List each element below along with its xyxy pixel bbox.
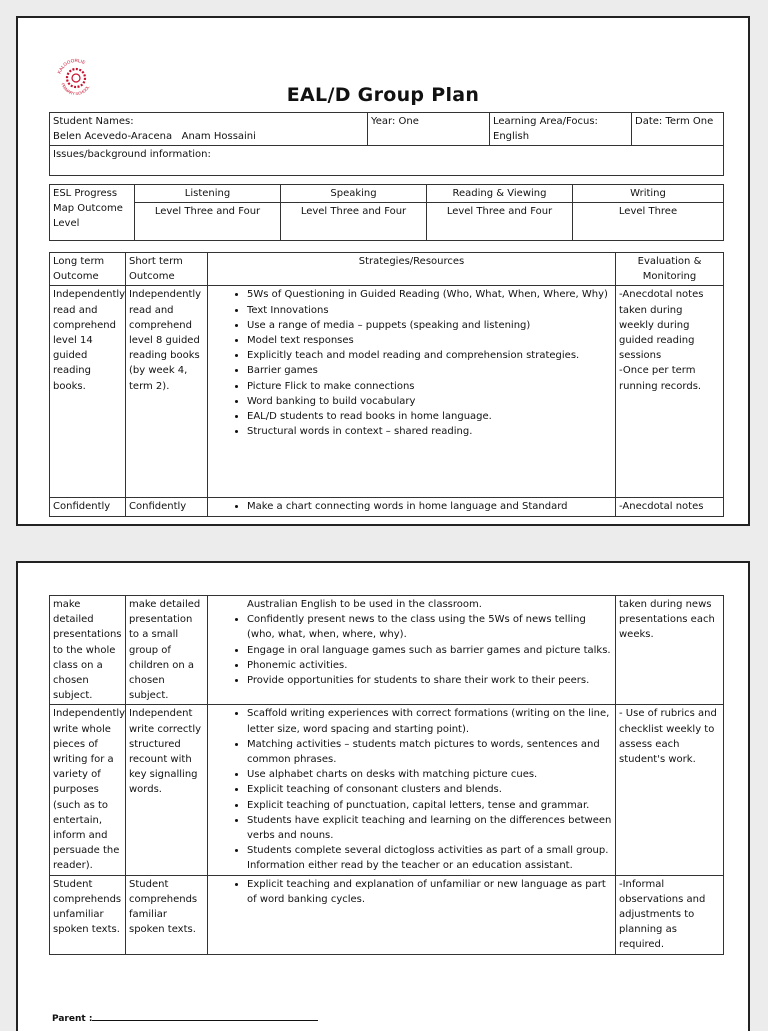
strategy-item: • Explicitly teach and model reading and comprehension strategies.: [247, 348, 612, 363]
speaking-header: Speaking: [281, 185, 427, 203]
svg-text:KALGOORLIE: KALGOORLIE: [56, 57, 87, 75]
strategy-item: • Text Innovations: [247, 303, 612, 318]
reading-viewing-level: Level Three and Four: [427, 203, 573, 241]
long-term-header: Long term Outcome: [50, 253, 126, 286]
reading-long-term-outcome: Independently read and comprehend level 14 guided reading books.: [50, 286, 126, 498]
strategy-item: • Barrier games: [247, 363, 612, 378]
speaking-evaluation: taken during news presentations each weeks.: [616, 596, 724, 705]
strategy-item: • Matching activities – students match pictures to words, sentences and common phrases.: [247, 737, 612, 767]
student-names-cell: [50, 113, 368, 146]
signature-blank: [92, 1013, 318, 1021]
writing-strategies-cell: [208, 705, 616, 875]
strategy-item: • Scaffold writing experiences with correct formations (writing on the line, letter size, word spacing and starting point).: [247, 706, 612, 736]
outcomes-plan-table: [49, 252, 724, 517]
strategy-item: • Confidently present news to the class using the 5Ws of news telling (who, what, when, where, why).: [247, 612, 612, 642]
strategy-item: • Explicit teaching of consonant clusters and blends.: [247, 782, 612, 797]
strategy-item: • Model text responses: [247, 333, 612, 348]
listening-short-term-outcome: Student comprehends familiar spoken texts.: [126, 875, 208, 954]
listening-header: Listening: [135, 185, 281, 203]
outcomes-plan-table-continued: [49, 595, 724, 955]
strategy-item: • EAL/D students to read books in home language.: [247, 409, 612, 424]
evaluation-header: Evaluation & Monitoring: [616, 253, 724, 286]
parent-label: Parent :: [52, 1014, 93, 1024]
parent-signature-line: [52, 1013, 318, 1024]
reading-evaluation: -Anecdotal notes taken during weekly during guided reading sessions -Once per term running records.: [616, 286, 724, 498]
writing-evaluation: - Use of rubrics and checklist weekly to assess each student's work.: [616, 705, 724, 875]
date-cell: Date: Term One: [632, 113, 724, 146]
page-title: EAL/D Group Plan: [286, 84, 480, 106]
svg-text:PRIMARY SCHOOL: PRIMARY SCHOOL: [60, 82, 91, 97]
speaking-long-term-outcome-start: Confidently: [50, 498, 126, 516]
listening-long-term-outcome: Student comprehends unfamiliar spoken texts.: [50, 875, 126, 954]
writing-header: Writing: [573, 185, 724, 203]
strategy-item: • Engage in oral language games such as barrier games and picture talks.: [247, 643, 612, 658]
issues-cell: Issues/background information:: [50, 146, 724, 176]
speaking-level: Level Three and Four: [281, 203, 427, 241]
speaking-strategies-cell: [208, 596, 616, 705]
listening-strategies-cell: [208, 875, 616, 954]
year-cell: Year: One: [368, 113, 490, 146]
strategy-item: • Provide opportunities for students to share their work to their peers.: [247, 673, 612, 688]
reading-strategies-list: [211, 287, 612, 439]
strategy-item: • Use a range of media – puppets (speaking and listening): [247, 318, 612, 333]
strategy-item: • Students have explicit teaching and learning on the differences between verbs and nouns.: [247, 813, 612, 843]
speaking-long-term-outcome: make detailed presentations to the whole class on a chosen subject.: [50, 596, 126, 705]
strategy-item: • Word banking to build vocabulary: [247, 394, 612, 409]
reading-strategies-cell: [208, 286, 616, 498]
strategy-continuation: Australian English to be used in the classroom.: [247, 599, 482, 610]
speaking-short-term-outcome: make detailed presentation to a small group of children on a chosen subject.: [126, 596, 208, 705]
strategies-header: Strategies/Resources: [208, 253, 616, 286]
listening-level: Level Three and Four: [135, 203, 281, 241]
document-page-2: [16, 561, 750, 1031]
reading-short-term-outcome: Independently read and comprehend level 8 guided reading books (by week 4, term 2).: [126, 286, 208, 498]
speaking-short-term-outcome-start: Confidently: [126, 498, 208, 516]
strategy-item: • Structural words in context – shared reading.: [247, 424, 612, 439]
document-page-1: [16, 16, 750, 526]
short-term-header: Short term Outcome: [126, 253, 208, 286]
student-info-table: [49, 112, 724, 176]
writing-level: Level Three: [573, 203, 724, 241]
strategy-item: • Explicit teaching and explanation of unfamiliar or new language as part of word banking cycles.: [247, 877, 612, 907]
reading-viewing-header: Reading & Viewing: [427, 185, 573, 203]
progress-map-table: [49, 184, 724, 241]
student-names-label: Student Names:: [53, 116, 134, 127]
writing-short-term-outcome: Independent write correctly structured recount with key signalling words.: [126, 705, 208, 875]
strategy-item: • Use alphabet charts on desks with matching picture cues.: [247, 767, 612, 782]
progress-row-label: ESL Progress Map Outcome Level: [50, 185, 135, 241]
student-names-value: Belen Acevedo-Aracena Anam Hossaini: [53, 131, 256, 143]
strategy-item: • 5Ws of Questioning in Guided Reading (Who, What, When, Where, Why): [247, 287, 612, 302]
strategy-item: • Make a chart connecting words in home language and Standard: [247, 499, 612, 514]
writing-long-term-outcome: Independently write whole pieces of writing for a variety of purposes (such as to entertain, inform and persuade the reader).: [50, 705, 126, 875]
strategy-item: • Students complete several dictogloss activities as part of a small group. Information either read by the teacher or an education assistant.: [247, 843, 612, 873]
learning-area-label: Learning Area/Focus:: [493, 116, 598, 127]
listening-evaluation: -Informal observations and adjustments to planning as required.: [616, 875, 724, 954]
strategy-item: • Phonemic activities.: [247, 658, 612, 673]
learning-area-value: English: [493, 131, 530, 143]
learning-area-cell: [490, 113, 632, 146]
strategy-item: • Explicit teaching of punctuation, capital letters, tense and grammar.: [247, 798, 612, 813]
strategy-item: • Picture Flick to make connections: [247, 379, 612, 394]
speaking-evaluation-start: -Anecdotal notes: [616, 498, 724, 516]
speaking-strategies-start-cell: [208, 498, 616, 516]
